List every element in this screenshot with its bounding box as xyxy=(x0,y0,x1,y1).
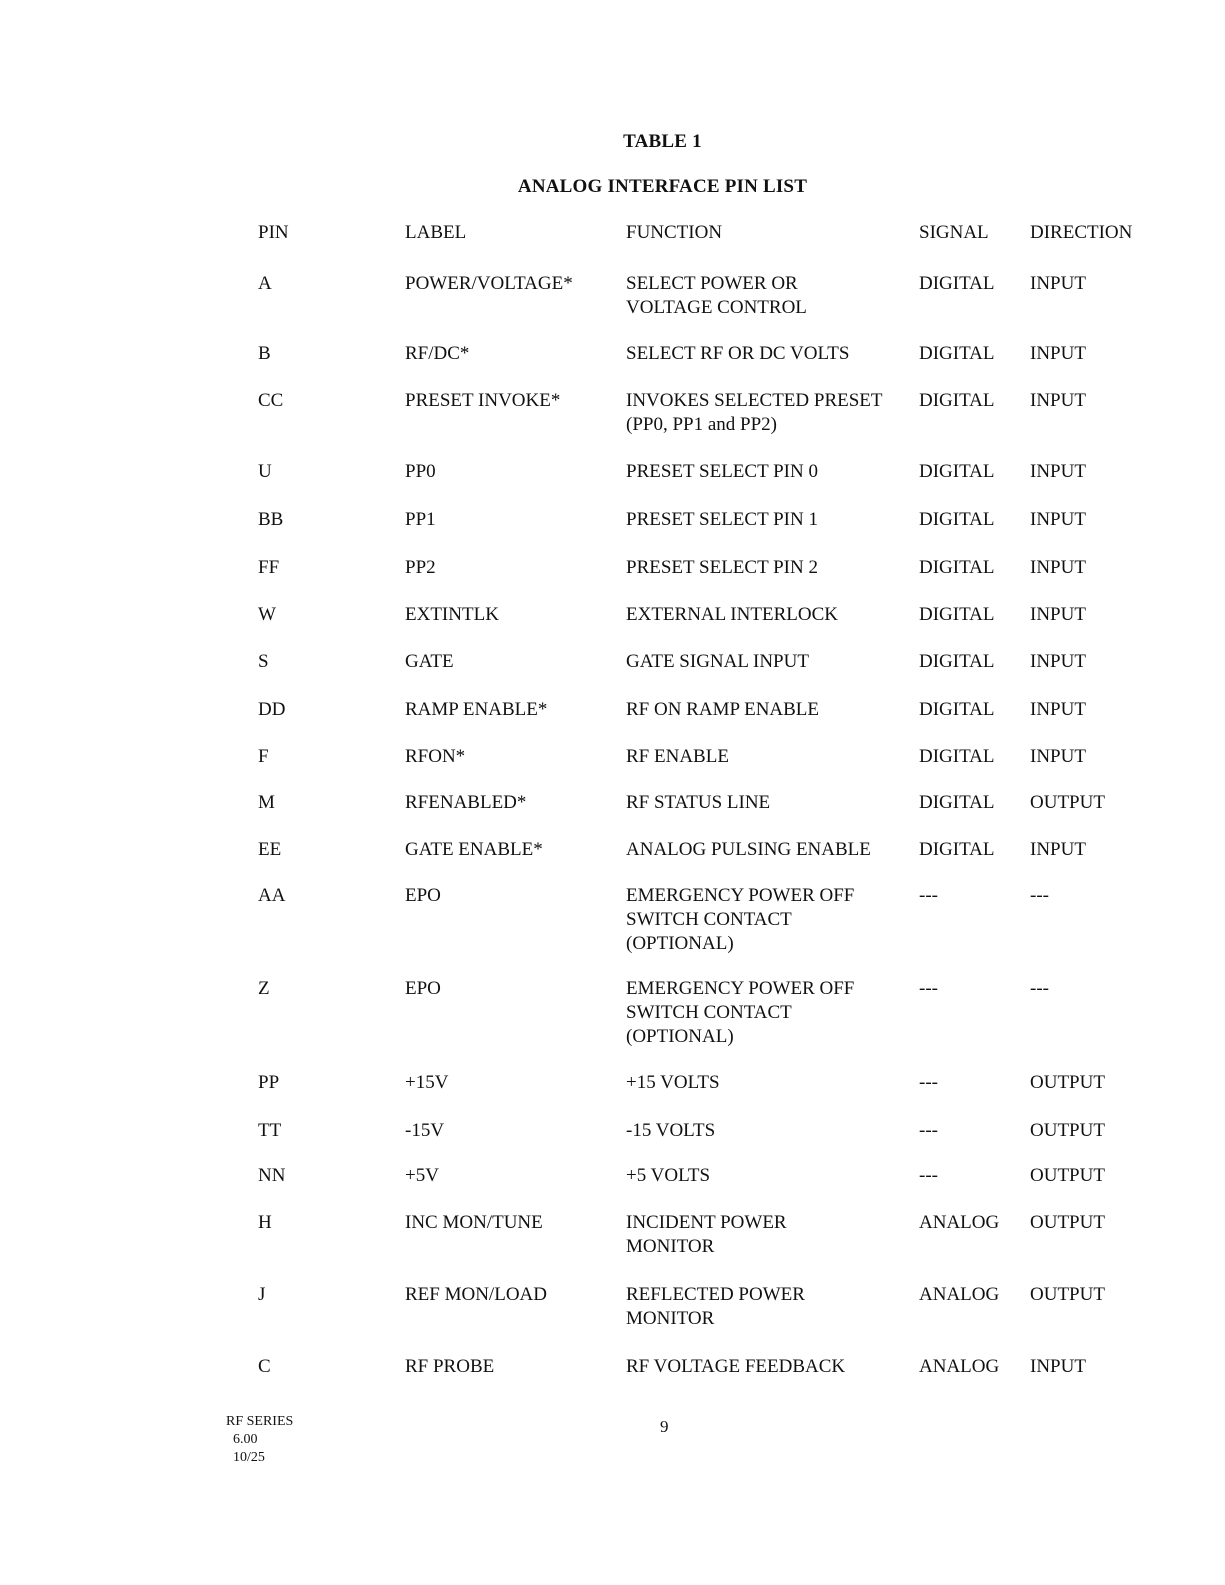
cell-label: GATE ENABLE* xyxy=(405,839,543,860)
cell-label: EXTINTLK xyxy=(405,604,499,625)
cell-function: SELECT RF OR DC VOLTS xyxy=(626,343,850,364)
cell-signal: DIGITAL xyxy=(919,461,995,482)
cell-pin: C xyxy=(258,1356,271,1377)
cell-label: RF PROBE xyxy=(405,1356,495,1377)
cell-signal: DIGITAL xyxy=(919,273,995,294)
cell-signal: DIGITAL xyxy=(919,651,995,672)
cell-label: EPO xyxy=(405,885,441,906)
cell-signal: ANALOG xyxy=(919,1356,1000,1377)
cell-direction: INPUT xyxy=(1030,604,1086,625)
cell-signal: DIGITAL xyxy=(919,746,995,767)
table-number: TABLE 1 xyxy=(623,131,702,152)
cell-label: INC MON/TUNE xyxy=(405,1212,543,1233)
cell-label: -15V xyxy=(405,1120,445,1141)
cell-pin: U xyxy=(258,461,272,482)
cell-direction: OUTPUT xyxy=(1030,1120,1105,1141)
cell-signal: --- xyxy=(919,885,938,906)
header-function: FUNCTION xyxy=(626,222,723,243)
cell-signal: DIGITAL xyxy=(919,390,995,411)
cell-label: +15V xyxy=(405,1072,449,1093)
cell-signal: --- xyxy=(919,1120,938,1141)
cell-direction: INPUT xyxy=(1030,839,1086,860)
cell-pin: H xyxy=(258,1212,272,1233)
cell-label: GATE xyxy=(405,651,454,672)
cell-pin: FF xyxy=(258,557,280,578)
footer-date: 10/25 xyxy=(233,1450,265,1465)
cell-direction: INPUT xyxy=(1030,1356,1086,1377)
cell-function: RF ON RAMP ENABLE xyxy=(626,699,820,720)
header-pin: PIN xyxy=(258,222,289,243)
cell-pin: AA xyxy=(258,885,286,906)
cell-signal: --- xyxy=(919,978,938,999)
cell-pin: PP xyxy=(258,1072,280,1093)
cell-direction: INPUT xyxy=(1030,390,1086,411)
cell-direction: --- xyxy=(1030,885,1049,906)
cell-pin: CC xyxy=(258,390,284,411)
page-number: 9 xyxy=(660,1417,669,1436)
table-title: ANALOG INTERFACE PIN LIST xyxy=(517,176,808,197)
cell-pin: TT xyxy=(258,1120,282,1141)
cell-pin: BB xyxy=(258,509,284,530)
cell-pin: S xyxy=(258,651,269,672)
cell-direction: INPUT xyxy=(1030,461,1086,482)
cell-signal: DIGITAL xyxy=(919,604,995,625)
cell-direction: INPUT xyxy=(1030,557,1086,578)
table-header-row xyxy=(0,222,1225,248)
cell-function: SELECT POWER OR VOLTAGE CONTROL xyxy=(626,273,807,318)
cell-signal: DIGITAL xyxy=(919,509,995,530)
cell-pin: F xyxy=(258,746,269,767)
cell-direction: INPUT xyxy=(1030,746,1086,767)
cell-label: PP0 xyxy=(405,461,436,482)
cell-label: RFENABLED* xyxy=(405,792,527,813)
cell-pin: Z xyxy=(258,978,270,999)
cell-pin: J xyxy=(258,1284,266,1305)
cell-signal: DIGITAL xyxy=(919,792,995,813)
cell-label: +5V xyxy=(405,1165,439,1186)
cell-signal: --- xyxy=(919,1165,938,1186)
cell-function: RF STATUS LINE xyxy=(626,792,771,813)
cell-signal: ANALOG xyxy=(919,1284,1000,1305)
cell-pin: NN xyxy=(258,1165,286,1186)
cell-direction: --- xyxy=(1030,978,1049,999)
pin-table xyxy=(0,222,1225,1377)
header-label: LABEL xyxy=(405,222,467,243)
cell-function: REFLECTED POWER MONITOR xyxy=(626,1284,805,1329)
cell-signal: DIGITAL xyxy=(919,699,995,720)
footer-series: RF SERIES xyxy=(226,1414,294,1429)
cell-signal: --- xyxy=(919,1072,938,1093)
cell-function: RF VOLTAGE FEEDBACK xyxy=(626,1356,846,1377)
cell-direction: OUTPUT xyxy=(1030,792,1105,813)
cell-function: GATE SIGNAL INPUT xyxy=(626,651,809,672)
header-signal: SIGNAL xyxy=(919,222,989,243)
cell-function: EMERGENCY POWER OFF SWITCH CONTACT (OPTIONAL) xyxy=(626,978,855,1047)
cell-direction: INPUT xyxy=(1030,273,1086,294)
footer-version: 6.00 xyxy=(233,1432,258,1447)
cell-direction: OUTPUT xyxy=(1030,1212,1105,1233)
cell-function: ANALOG PULSING ENABLE xyxy=(626,839,871,860)
cell-function: +15 VOLTS xyxy=(626,1072,720,1093)
cell-direction: OUTPUT xyxy=(1030,1072,1105,1093)
header-direction: DIRECTION xyxy=(1030,222,1133,243)
cell-function: RF ENABLE xyxy=(626,746,729,767)
cell-pin: DD xyxy=(258,699,286,720)
cell-direction: INPUT xyxy=(1030,509,1086,530)
cell-direction: INPUT xyxy=(1030,699,1086,720)
cell-signal: DIGITAL xyxy=(919,557,995,578)
cell-direction: INPUT xyxy=(1030,343,1086,364)
footer-doc-info xyxy=(226,1413,293,1467)
cell-pin: A xyxy=(258,273,272,294)
cell-label: PRESET INVOKE* xyxy=(405,390,561,411)
cell-pin: B xyxy=(258,343,271,364)
cell-direction: OUTPUT xyxy=(1030,1165,1105,1186)
cell-function: EMERGENCY POWER OFF SWITCH CONTACT (OPTIONAL) xyxy=(626,885,855,954)
cell-direction: INPUT xyxy=(1030,651,1086,672)
cell-function: INCIDENT POWER MONITOR xyxy=(626,1212,787,1257)
cell-function: +5 VOLTS xyxy=(626,1165,711,1186)
cell-function: PRESET SELECT PIN 1 xyxy=(626,509,818,530)
cell-pin: EE xyxy=(258,839,282,860)
cell-label: POWER/VOLTAGE* xyxy=(405,273,573,294)
cell-label: PP1 xyxy=(405,509,436,530)
cell-direction: OUTPUT xyxy=(1030,1284,1105,1305)
cell-label: RAMP ENABLE* xyxy=(405,699,548,720)
cell-function: PRESET SELECT PIN 0 xyxy=(626,461,818,482)
cell-function: INVOKES SELECTED PRESET (PP0, PP1 and PP2) xyxy=(626,390,883,435)
cell-function: EXTERNAL INTERLOCK xyxy=(626,604,838,625)
cell-label: RFON* xyxy=(405,746,466,767)
cell-pin: M xyxy=(258,792,275,813)
cell-function: PRESET SELECT PIN 2 xyxy=(626,557,818,578)
cell-label: EPO xyxy=(405,978,441,999)
cell-label: RF/DC* xyxy=(405,343,470,364)
cell-pin: W xyxy=(258,604,276,625)
cell-signal: DIGITAL xyxy=(919,343,995,364)
cell-signal: ANALOG xyxy=(919,1212,1000,1233)
cell-label: PP2 xyxy=(405,557,436,578)
cell-signal: DIGITAL xyxy=(919,839,995,860)
cell-function: -15 VOLTS xyxy=(626,1120,716,1141)
cell-label: REF MON/LOAD xyxy=(405,1284,547,1305)
